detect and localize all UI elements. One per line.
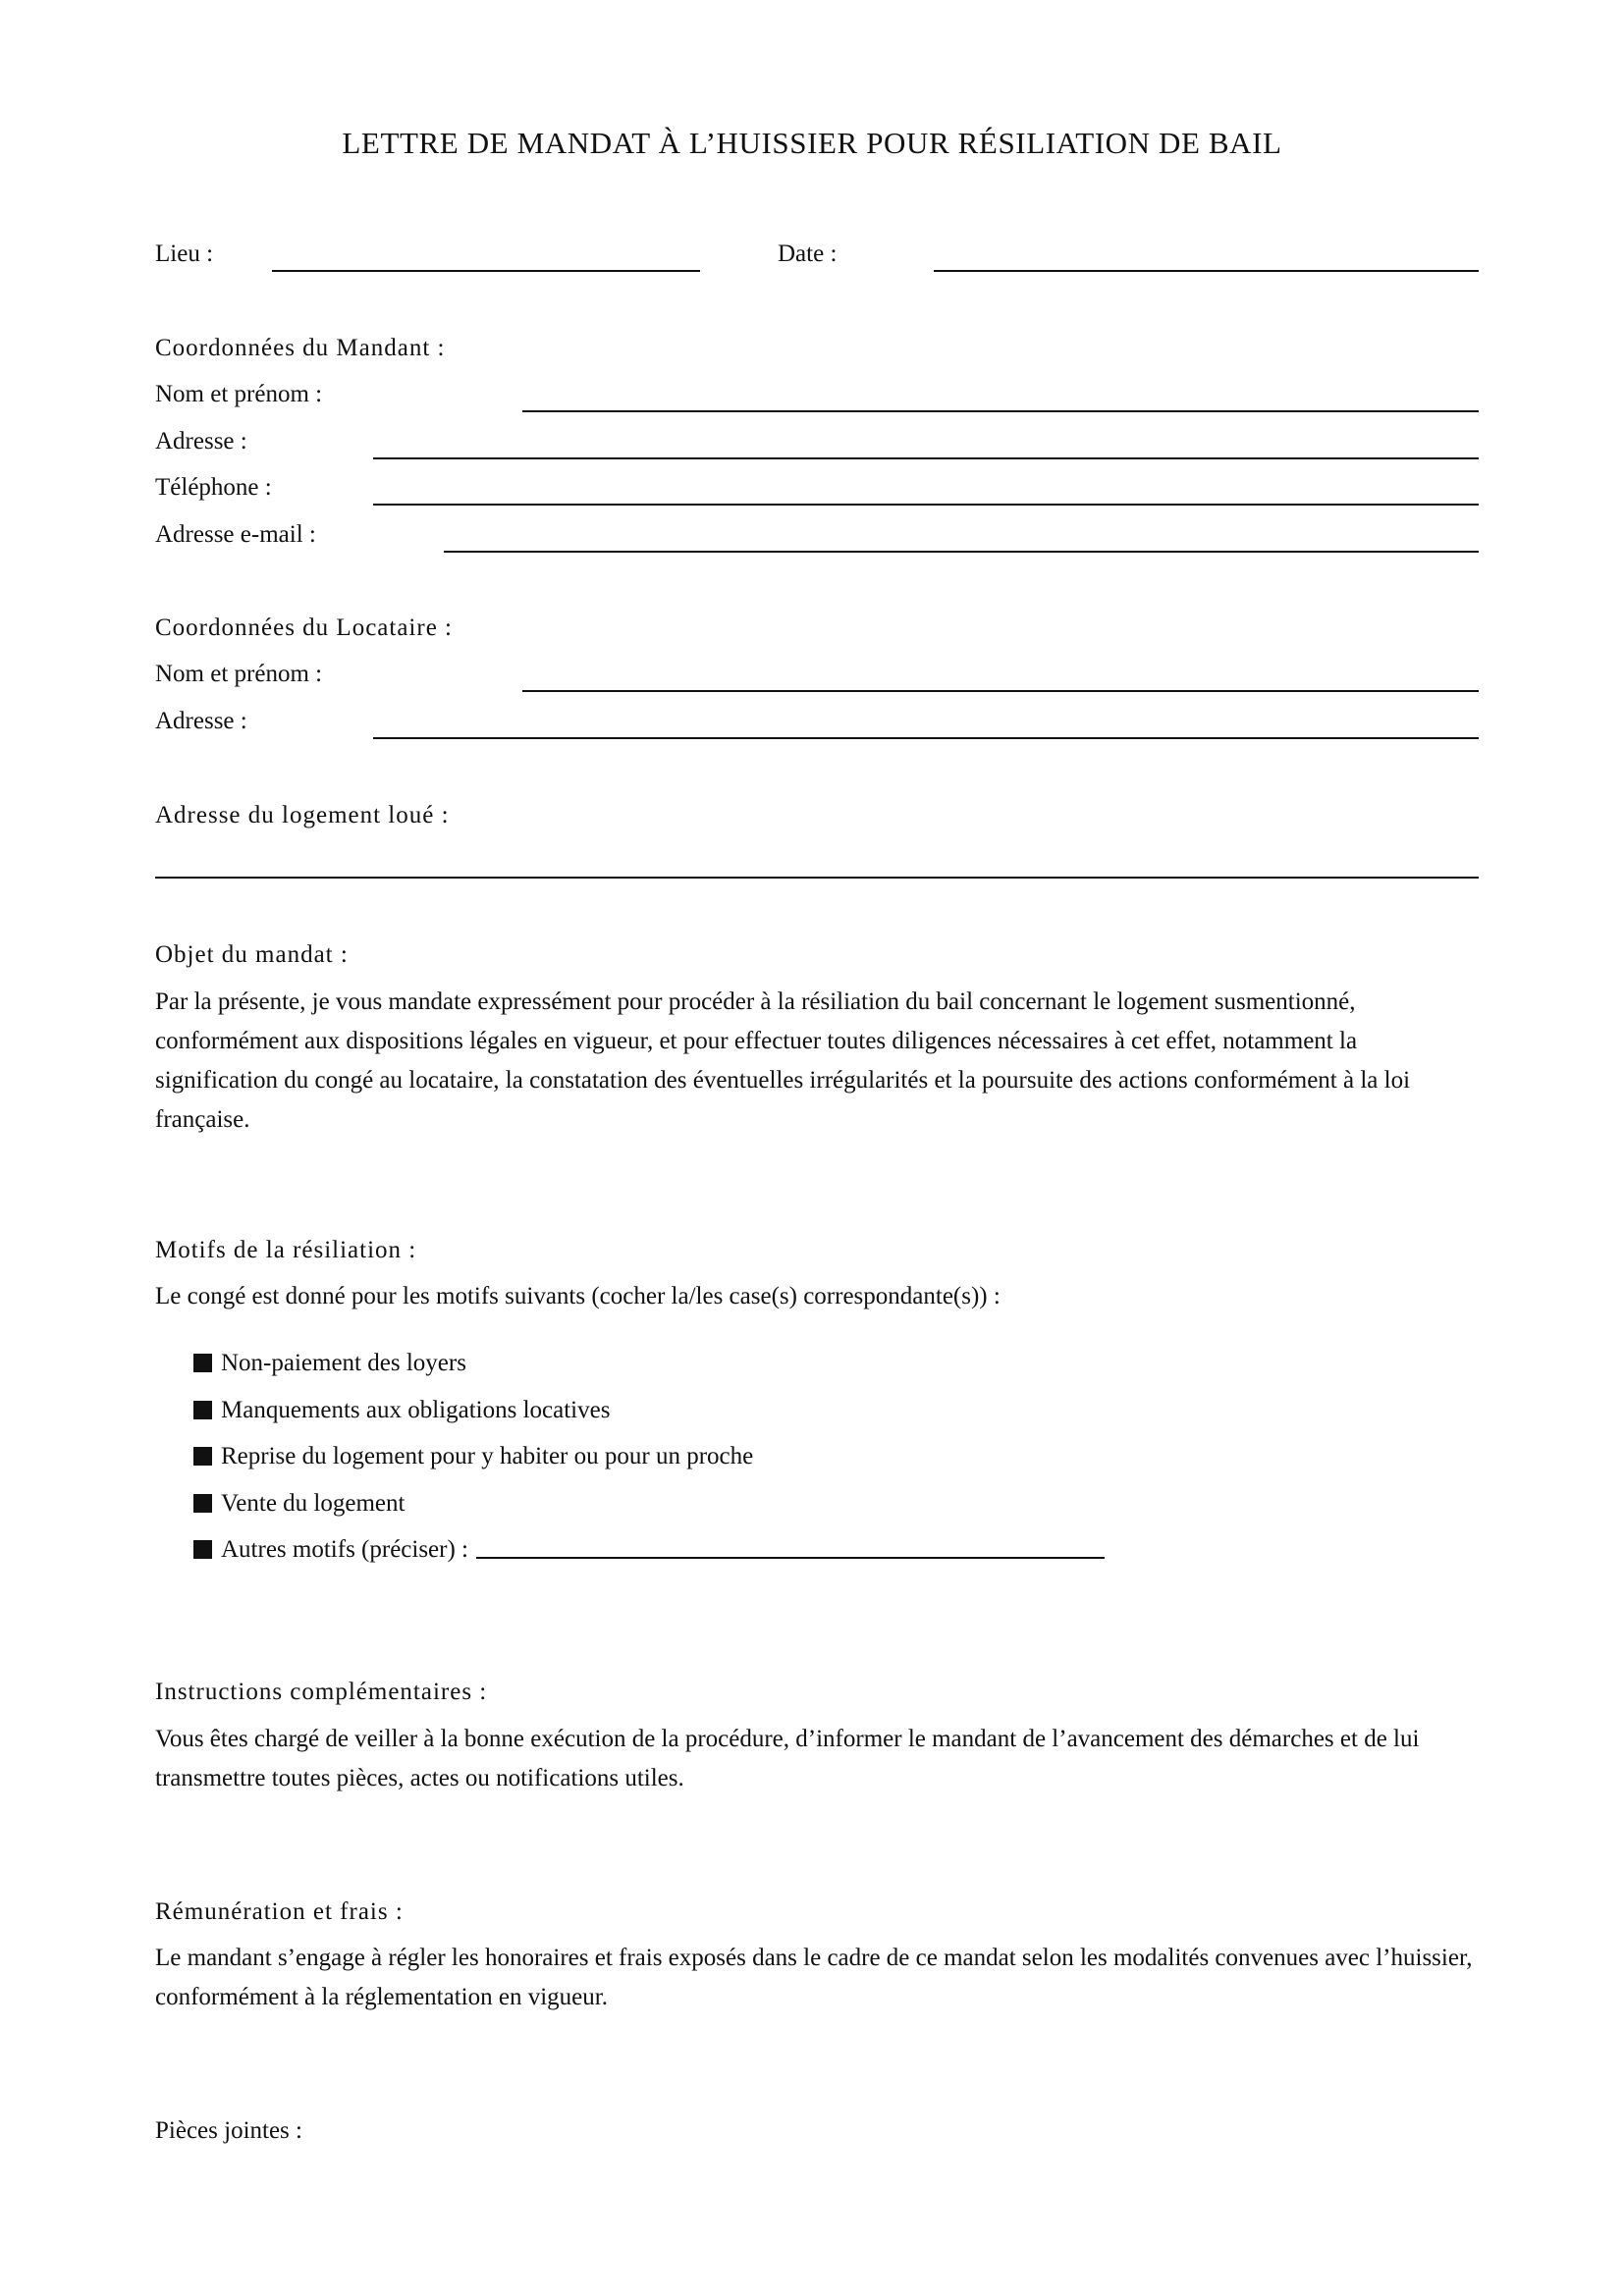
motifs-checklist [193, 1349, 1105, 1582]
motif-label: Reprise du logement pour y habiter ou pour un proche [221, 1443, 754, 1469]
motif-item[interactable] [193, 1442, 1105, 1489]
mandant-telephone-field[interactable] [373, 504, 1479, 506]
remuneration-heading: Rémunération et frais : [155, 1898, 404, 1925]
motif-label: Manquements aux obligations locatives [221, 1396, 611, 1423]
motifs-heading: Motifs de la résiliation : [155, 1237, 417, 1263]
motif-item[interactable] [193, 1535, 1105, 1582]
mandant-email-label: Adresse e-mail : [155, 521, 316, 548]
date-label: Date : [778, 240, 838, 267]
motifs-intro: Le congé est donné pour les motifs suivants (cocher la/les case(s) correspondante(s)) : [155, 1283, 1001, 1309]
lieu-label: Lieu : [155, 240, 214, 267]
locataire-heading: Coordonnées du Locataire : [155, 614, 453, 641]
checkbox[interactable] [193, 1401, 212, 1419]
mandant-adresse-label: Adresse : [155, 428, 247, 454]
motif-item[interactable] [193, 1396, 1105, 1443]
locataire-nom-field[interactable] [522, 690, 1479, 692]
document-title: LETTRE DE MANDAT À L’HUISSIER POUR RÉSILIATION DE BAIL [342, 126, 1282, 160]
checkbox[interactable] [193, 1354, 212, 1372]
motif-label: Non-paiement des loyers [221, 1350, 466, 1376]
motif-item[interactable] [193, 1349, 1105, 1396]
remuneration-text: Le mandant s’engage à régler les honoraires et frais exposés dans le cadre de ce mandat selon les modalités convenues avec l’huissier, conformément à la réglementation en vigueur. [155, 1945, 1473, 2010]
locataire-adresse-field[interactable] [373, 737, 1479, 739]
motif-label: Autres motifs (préciser) : [221, 1536, 469, 1563]
instructions-heading: Instructions complémentaires : [155, 1679, 488, 1705]
checkbox[interactable] [193, 1540, 212, 1559]
mandant-email-field[interactable] [444, 551, 1479, 553]
lieu-field[interactable] [272, 270, 700, 272]
pieces-heading: Pièces jointes : [155, 2117, 302, 2144]
locataire-nom-label: Nom et prénom : [155, 661, 323, 687]
mandant-heading: Coordonnées du Mandant : [155, 335, 446, 361]
date-field[interactable] [934, 270, 1479, 272]
checkbox[interactable] [193, 1494, 212, 1513]
mandant-nom-label: Nom et prénom : [155, 381, 323, 407]
mandant-adresse-field[interactable] [373, 457, 1479, 459]
objet-text: Par la présente, je vous mandate expressément pour procéder à la résiliation du bail concernant le logement susmentionné, conformément aux dispositions légales en vigueur, et pour effectuer toutes diligences nécessaires à cet effet, notamment la signification du congé au locataire, la constatation des éventuelles irrégularités et la poursuite des actions conformément à la loi française. [155, 988, 1411, 1133]
motif-item[interactable] [193, 1489, 1105, 1536]
mandant-nom-field[interactable] [522, 410, 1479, 412]
objet-heading: Objet du mandat : [155, 941, 349, 968]
logement-heading: Adresse du logement loué : [155, 802, 450, 828]
autres-motifs-field[interactable] [476, 1535, 1105, 1559]
mandant-telephone-label: Téléphone : [155, 474, 272, 501]
motif-label: Vente du logement [221, 1489, 406, 1517]
instructions-text: Vous êtes chargé de veiller à la bonne exécution de la procédure, d’informer le mandant de l’avancement des démarches et de lui transmettre toutes pièces, actes ou notifications utiles. [155, 1726, 1420, 1791]
locataire-adresse-label: Adresse : [155, 708, 247, 734]
logement-adresse-field[interactable] [155, 877, 1479, 879]
checkbox[interactable] [193, 1447, 212, 1466]
